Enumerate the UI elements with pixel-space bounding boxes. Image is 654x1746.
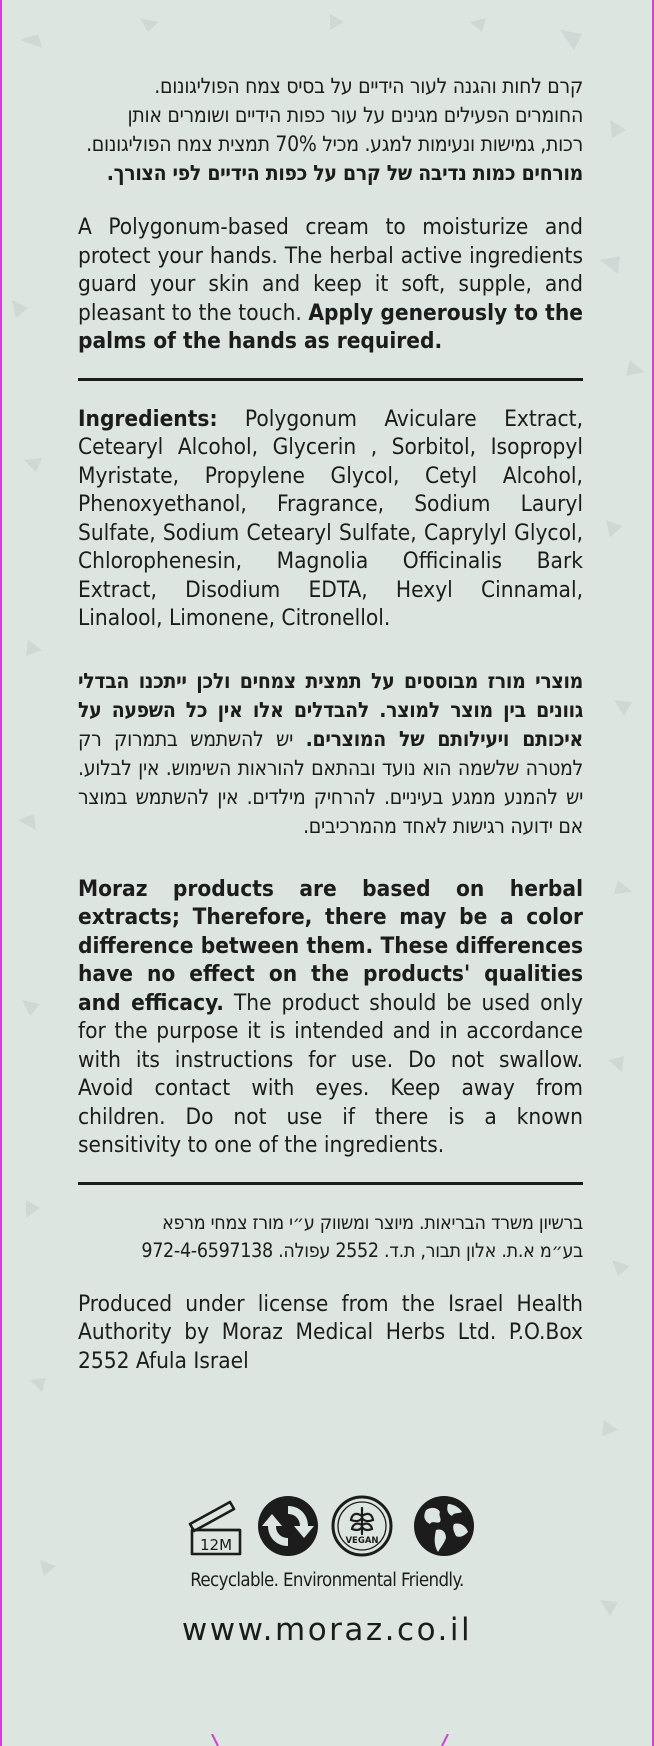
warning-he-bold: מוצרי מורז מבוססים על תמצית צמחים ולכן ייתכנו הבדלי גוונים בין מוצר למוצר. להבדלים אלו אין כל השפעה על איכותם ויעילותם של המוצרים. (78, 668, 583, 751)
product-he-usage: מורחים כמות נדיבה של קרם על כפות הידיים לפי הצורך. (106, 161, 583, 185)
vegan-leaf-icon (330, 1494, 394, 1558)
warning-hebrew (78, 667, 583, 841)
bottom-fold-marks (0, 1734, 654, 1746)
vegan-label: VEGAN (345, 1536, 379, 1546)
product-he-line-3: רכות, גמישות ונעימות למגע. מכיל 70% תמצית צמח הפוליגונום. (86, 132, 583, 156)
eco-icons-row (186, 1494, 476, 1564)
product-en-text: A Polygonum-based cream to moisturize and protect your hands. The herbal active ingredients guard your skin and keep it soft, supple, and pleasant to the touch. (78, 214, 583, 326)
website-url: www.moraz.co.il (181, 1612, 473, 1648)
warning-english (78, 875, 583, 1160)
recycle-icon (256, 1494, 320, 1558)
product-he-line-1: קרם לחות והגנה לעור הידיים על בסיס צמח הפוליגונום. (154, 74, 583, 98)
pao-label: 12M (199, 1536, 233, 1554)
eco-caption: Recyclable. Environmental Friendly. (190, 1570, 464, 1591)
license-en-text: Produced under license from the Israel Health Authority by Moraz Medical Herbs Ltd. P.O.Box 2552 Afula Israel (78, 1290, 583, 1374)
warning-en-bold: Moraz products are based on herbal extracts; Therefore, there may be a color difference between them. These differences have no effect on the products' qualities and efficacy. (78, 875, 583, 1016)
warning-en-text: The product should be used only for the purpose it is intended and in accordance with its instructions for use. Do not swallow. Avoid contact with eyes. Keep away from children. Do not use if there is a known sensitivity to one of the ingredients. (78, 989, 583, 1158)
label-content (78, 72, 583, 1375)
left-edge-accent (0, 0, 2, 1746)
divider-1 (78, 378, 583, 381)
warning-he-text: יש להשתמש בתמרוק רק למטרה שלשמה הוא נועד ובהתאם להוראות השימוש. אין לבלוע. יש להמנע ממגע בעיניים. להרחיק מילדים. אין להשתמש במוצר אם ידועה רגישות לאחד מהמרכיבים. (78, 726, 583, 838)
product-he-line-2: החומרים הפעילים מגינים על עור כפות הידיים ושומרים אותן (127, 103, 583, 127)
license-hebrew (78, 1209, 583, 1265)
ingredients-block (78, 405, 583, 633)
globe-icon (412, 1494, 476, 1558)
ingredients-list: Polygonum Aviculare Extract, Cetearyl Alcohol, Glycerin , Sorbitol, Isopropyl Myristate, Propylene Glycol, Cetyl Alcohol, Phenoxyethanol, Fragrance, Sodium Lauryl Sulfate, Sodium Cetearyl Sulfate, Caprylyl Glycol, Chlorophenesin, Magnolia Officinalis Bark Extract, Disodium EDTA, Hexyl Cinnamal, Linalool, Limonene, Citronellol. (78, 405, 583, 631)
product-en-usage: Apply generously to the palms of the hands as required. (78, 299, 583, 354)
license-he-line-2: בע״מ א.ת. אלון תבור, ת.ד. 2552 עפולה. 972-4-6597138 (141, 1238, 583, 1262)
product-description-hebrew (78, 72, 583, 188)
license-english (78, 1290, 583, 1376)
open-jar-12m-icon (186, 1494, 250, 1558)
divider-2 (78, 1182, 583, 1185)
ingredients-label: Ingredients: (78, 405, 218, 432)
product-description-english (78, 213, 583, 356)
license-he-line-1: ברשיון משרד הבריאות. מיוצר ומשווק ע״י מורז צמחי מרפא (162, 1210, 583, 1234)
